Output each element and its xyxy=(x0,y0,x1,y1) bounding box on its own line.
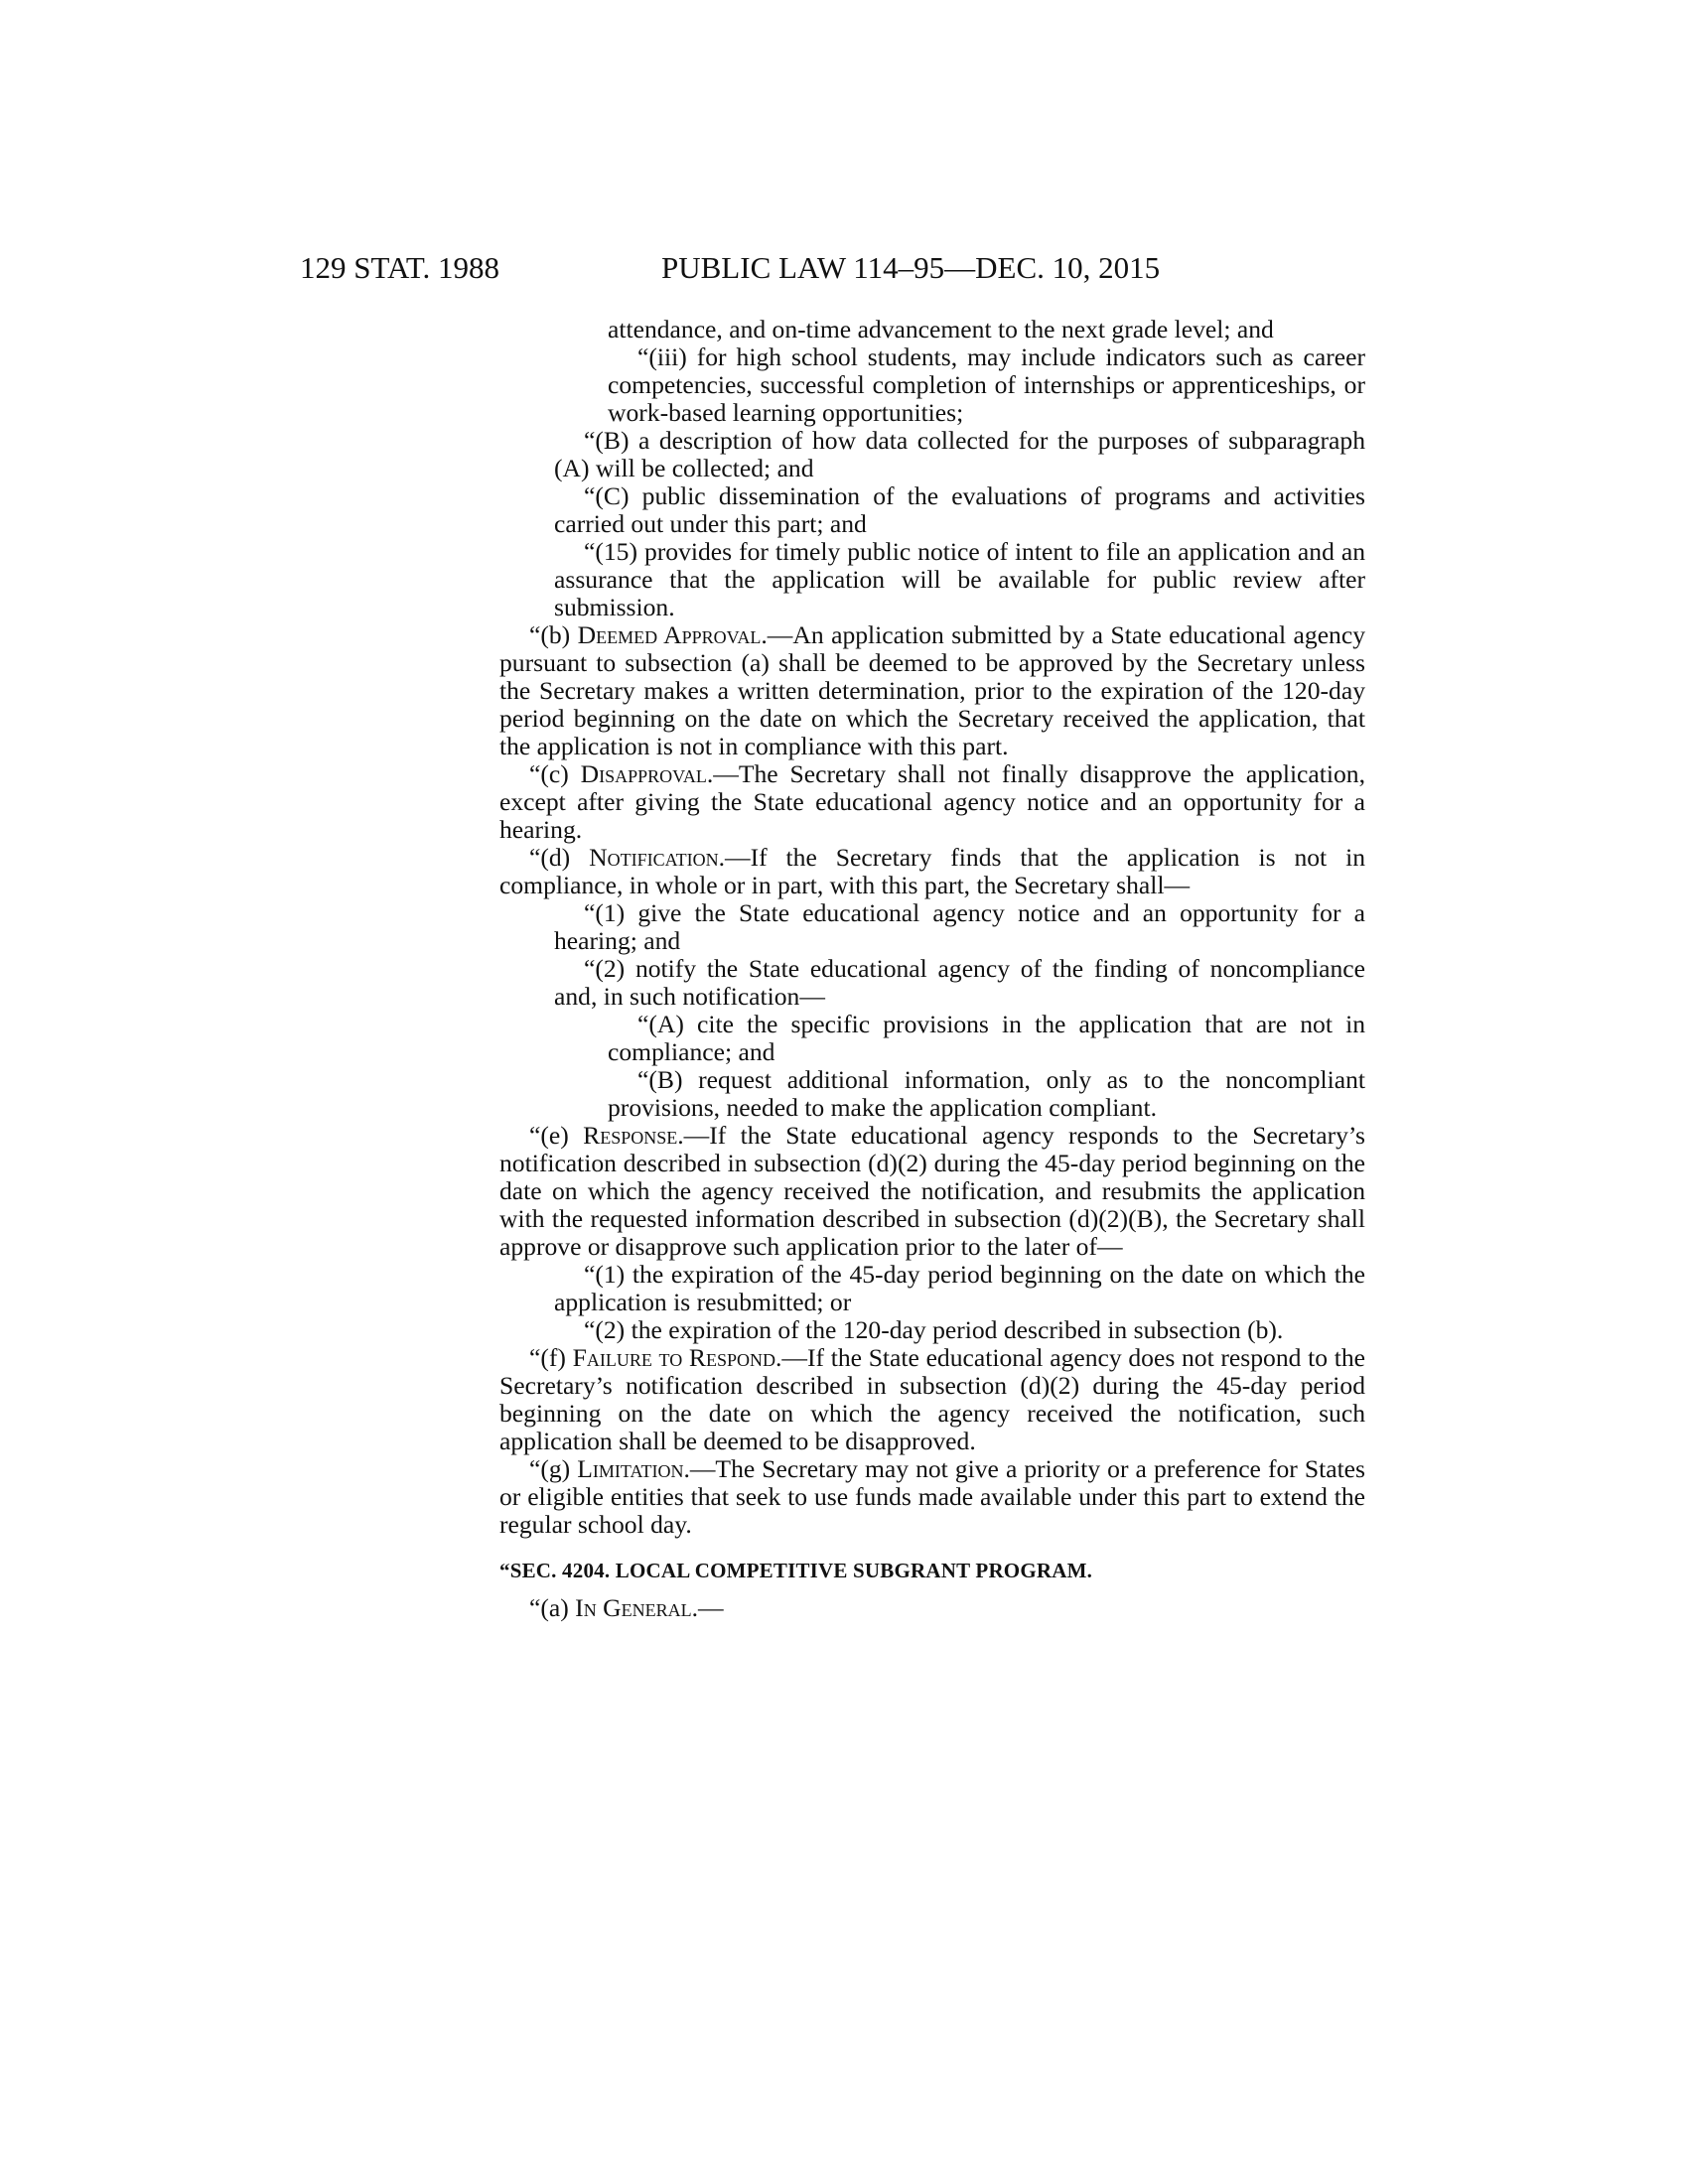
subsection-text: .—The Secretary shall not finally disapprove the application, except after giving the State educational agency notice and an opportunity for a hearing. xyxy=(499,759,1365,844)
subsection-heading: Disapproval xyxy=(580,759,707,788)
paragraph-subparagraph-b: “(B) a description of how data collected for the purposes of subparagraph (A) will be collected; and xyxy=(554,426,1365,482)
paragraph-notification-2a: “(A) cite the specific provisions in the application that are not in compliance; and xyxy=(608,1010,1365,1066)
subsection-heading: Deemed Approval xyxy=(577,620,762,649)
subsection-label: “(b) xyxy=(529,620,578,649)
subsection-label: “(e) xyxy=(529,1121,584,1150)
paragraph-notification-2: “(2) notify the State educational agency of the finding of noncompliance and, in such notification— xyxy=(554,954,1365,1011)
subsection-heading: Failure to Respond xyxy=(572,1343,775,1372)
subsection-heading: In General xyxy=(575,1593,692,1622)
subsection-heading: Notification xyxy=(589,843,719,872)
subsection-text: .—If the Secretary finds that the application is not in compliance, in whole or in part, with this part, the Secretary shall— xyxy=(499,843,1365,899)
subsection-label: “(a) xyxy=(529,1593,576,1622)
section-heading: “SEC. 4204. LOCAL COMPETITIVE SUBGRANT PROGRAM. xyxy=(499,1559,1093,1582)
paragraph-continuation: attendance, and on-time advancement to the next grade level; and xyxy=(608,315,1274,343)
subsection-label: “(c) xyxy=(529,759,581,788)
paragraph-notification-2b: “(B) request additional information, only as to the noncompliant provisions, needed to make the application compliant. xyxy=(608,1065,1365,1122)
paragraph-subparagraph-c: “(C) public dissemination of the evaluations of programs and activities carried out under this part; and xyxy=(554,481,1365,538)
paragraph-response xyxy=(499,1122,1365,1261)
subsection-text: .—The Secretary may not give a priority or a preference for States or eligible entities that seek to use funds made available under this part to extend the regular school day. xyxy=(499,1454,1365,1539)
paragraph-response-1: “(1) the expiration of the 45-day period beginning on the date on which the application is resubmitted; or xyxy=(554,1260,1365,1316)
paragraph-notification-1: “(1) give the State educational agency notice and an opportunity for a hearing; and xyxy=(554,898,1365,955)
statute-page-number: 129 STAT. 1988 xyxy=(300,250,500,285)
subsection-a-heading xyxy=(529,1594,1365,1622)
paragraph-response-2: “(2) the expiration of the 120-day period described in subsection (b). xyxy=(584,1315,1284,1344)
subsection-dash: .— xyxy=(691,1593,724,1622)
paragraph-failure-to-respond xyxy=(499,1344,1365,1455)
subsection-label: “(f) xyxy=(529,1343,573,1372)
paragraph-15: “(15) provides for timely public notice of intent to file an application and an assurance that the application will be available for public review after submission. xyxy=(554,537,1365,621)
subsection-text: .—If the State educational agency responds to the Secretary’s notification described in subsection (d)(2) during the 45-day period beginning on the date on which the agency received the notification, and resubmits the application with the requested information described in subsection (d)(2)(B), the Secretary shall approve or disapprove such application prior to the later of— xyxy=(499,1121,1365,1261)
subsection-heading: Response xyxy=(583,1121,678,1150)
subsection-label: “(g) xyxy=(529,1454,578,1483)
subsection-text: .—An application submitted by a State educational agency pursuant to subsection (a) shall be deemed to be approved by the Secretary unless the Secretary makes a written determination, prior to the expiration of the 120-day period beginning on the date on which the Secretary received the application, that the application is not in compliance with this part. xyxy=(499,620,1366,760)
law-title: PUBLIC LAW 114–95—DEC. 10, 2015 xyxy=(661,250,1161,285)
subsection-label: “(d) xyxy=(529,843,590,872)
body-text xyxy=(499,316,1365,1622)
paragraph-disapproval xyxy=(499,760,1365,844)
paragraph-clause-iii: “(iii) for high school students, may include indicators such as career competencies, successful completion of internships or apprenticeships, or work-based learning opportunities; xyxy=(608,342,1365,427)
page-header xyxy=(300,248,1392,288)
paragraph-deemed-approval xyxy=(499,621,1365,760)
paragraph-limitation xyxy=(499,1455,1365,1539)
subsection-heading: Limitation xyxy=(577,1454,684,1483)
paragraph-notification xyxy=(499,844,1365,899)
subsection-text: .—If the State educational agency does not respond to the Secretary’s notification described in subsection (d)(2) during the 45-day period beginning on the date on which the agency received the notification, such application shall be deemed to be disapproved. xyxy=(499,1343,1365,1455)
